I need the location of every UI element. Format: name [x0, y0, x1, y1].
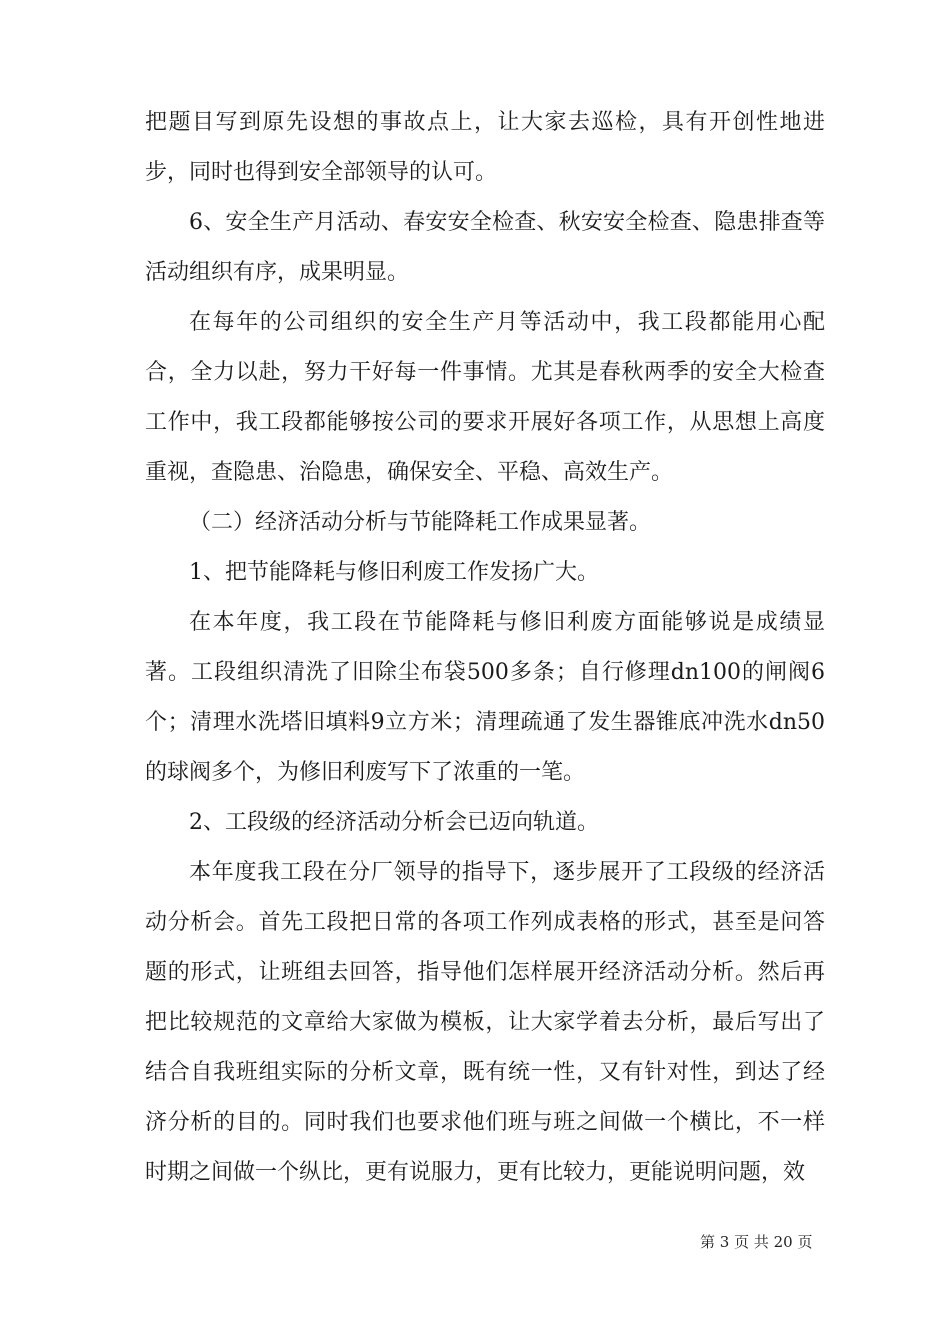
paragraph-item-2: 2、工段级的经济活动分析会已迈向轨道。	[189, 810, 599, 835]
paragraph-item-1: 1、把节能降耗与修旧利废工作发扬广大。	[189, 560, 599, 585]
paragraph-energy-saving: 在本年度，我工段在节能降耗与修旧利废方面能够说是成绩显著。工段组织清洗了旧除尘布袋500多条；自行修理dn100的闸阀6个；清理水洗塔旧填料9立方米；清理疏通了发生器锥底冲洗水dn50的球阀多个，为修旧利废写下了浓重的一笔。	[145, 610, 825, 785]
page-footer: 第 3 页 共 20 页	[700, 1233, 813, 1251]
section-heading-economic-analysis: （二）经济活动分析与节能降耗工作成果显著。	[189, 510, 652, 535]
paragraph-item-6: 6、安全生产月活动、春安安全检查、秋安安全检查、隐患排查等活动组织有序，成果明显。	[145, 210, 825, 285]
paragraph-continuation: 把题目写到原先设想的事故点上，让大家去巡检，具有开创性地进步，同时也得到安全部领导的认可。	[145, 110, 825, 185]
document-body	[145, 98, 825, 1198]
paragraph-safety-month: 在每年的公司组织的安全生产月等活动中，我工段都能用心配合，全力以赴，努力干好每一件事情。尤其是春秋两季的安全大检查工作中，我工段都能够按公司的要求开展好各项工作，从思想上高度重视，查隐患、治隐患，确保安全、平稳、高效生产。	[145, 310, 825, 485]
paragraph-economic-activity: 本年度我工段在分厂领导的指导下，逐步展开了工段级的经济活动分析会。首先工段把日常的各项工作列成表格的形式，甚至是问答题的形式，让班组去回答，指导他们怎样展开经济活动分析。然后再把比较规范的文章给大家做为模板，让大家学着去分析，最后写出了结合自我班组实际的分析文章，既有统一性，又有针对性，到达了经济分析的目的。同时我们也要求他们班与班之间做一个横比，不一样时期之间做一个纵比，更有说服力，更有比较力，更能说明问题，效	[145, 860, 825, 1185]
